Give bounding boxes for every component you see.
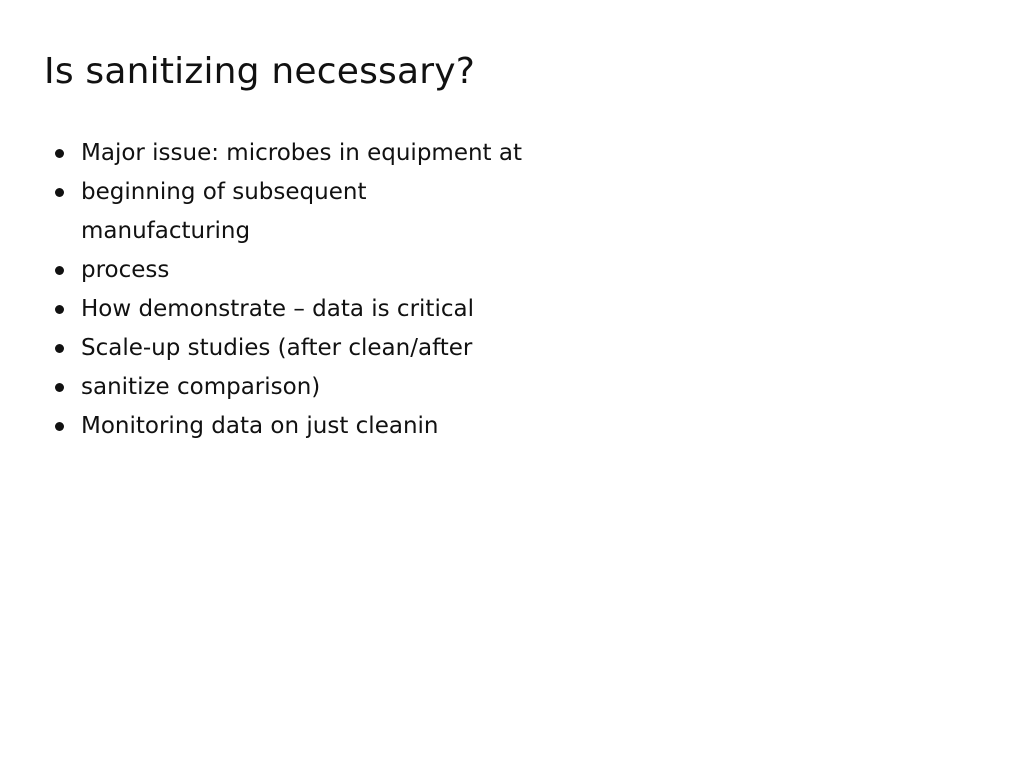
bullet-text: beginning of subsequent manufacturing bbox=[81, 179, 367, 244]
bullet-item bbox=[55, 290, 595, 329]
bullet-text: Major issue: microbes in equipment at bbox=[81, 140, 522, 166]
bullet-list bbox=[55, 134, 595, 446]
bullet-item bbox=[55, 134, 595, 173]
bullet-dot-icon bbox=[55, 305, 64, 314]
bullet-dot-icon bbox=[55, 149, 64, 158]
bullet-text: process bbox=[81, 257, 170, 283]
bullet-text: How demonstrate – data is critical bbox=[81, 296, 474, 322]
bullet-dot-icon bbox=[55, 188, 64, 197]
bullet-text: Scale-up studies (after clean/after bbox=[81, 335, 473, 361]
bullet-dot-icon bbox=[55, 422, 64, 431]
bullet-item bbox=[55, 407, 595, 446]
bullet-text: sanitize comparison) bbox=[81, 374, 321, 400]
bullet-item bbox=[55, 329, 595, 368]
bullet-item bbox=[55, 251, 595, 290]
bullet-dot-icon bbox=[55, 344, 64, 353]
bullet-text: Monitoring data on just cleanin bbox=[81, 413, 439, 439]
bullet-item bbox=[55, 368, 595, 407]
bullet-dot-icon bbox=[55, 266, 64, 275]
bullet-item bbox=[55, 173, 595, 251]
slide-title: Is sanitizing necessary? bbox=[44, 51, 476, 92]
bullet-dot-icon bbox=[55, 383, 64, 392]
